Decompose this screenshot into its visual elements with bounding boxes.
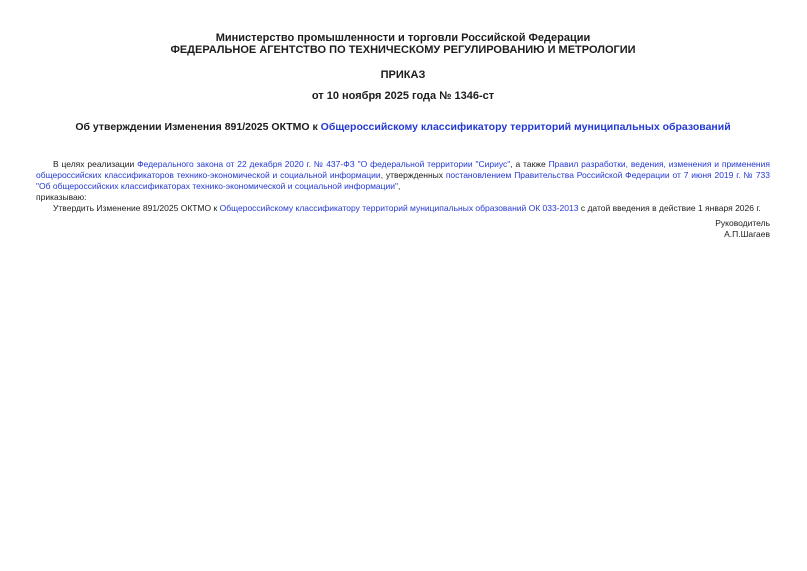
paragraph-text: Утвердить Изменение 891/2025 ОКТМО к bbox=[53, 203, 220, 213]
doc-date: от 10 ноября 2025 года № 1346-ст bbox=[311, 90, 495, 102]
paragraph-text: с датой введения в действие 1 января 2026 г. bbox=[578, 203, 761, 213]
classifier-rules-link[interactable]: Правил разработки, ведения, изменения и применения общероссийских классификаторов технико-экономической и социальной информации bbox=[36, 159, 770, 180]
order-title-classifier-link[interactable]: Общероссийскому классификатору территорий муниципальных образований bbox=[320, 121, 731, 133]
paragraph-text: , утвержденных bbox=[380, 170, 446, 180]
signature-block bbox=[36, 218, 770, 240]
order-title bbox=[36, 121, 770, 134]
government-resolution-link[interactable]: постановлением Правительства Российской Федерации от 7 июня 2019 г. № 733 "Об общероссийских классификаторах технико-экономической и социальной информации" bbox=[36, 170, 770, 191]
ministry-name: Министерство промышленности и торговли Российской Федерации bbox=[215, 32, 591, 44]
paragraph-text: , bbox=[398, 181, 401, 191]
paragraph-text: В целях реализации bbox=[53, 159, 138, 169]
signature-position: Руководитель bbox=[715, 218, 770, 228]
oktmo-classifier-link[interactable]: Общероссийскому классификатору территорий муниципальных образований ОК 033-2013 bbox=[219, 203, 579, 213]
signature-name: А.П.Шагаев bbox=[724, 229, 770, 239]
paragraph-text: , а также bbox=[510, 159, 549, 169]
federal-law-link[interactable]: Федерального закона от 22 декабря 2020 г. № 437-ФЗ "О федеральной территории "Сириус" bbox=[137, 159, 511, 169]
prikazyvayu-line: приказываю: bbox=[36, 192, 87, 202]
paragraph-in-pursuance bbox=[36, 159, 770, 192]
agency-name: ФЕДЕРАЛЬНОЕ АГЕНТСТВО ПО ТЕХНИЧЕСКОМУ РЕГУЛИРОВАНИЮ И МЕТРОЛОГИИ bbox=[170, 44, 636, 56]
order-clause bbox=[36, 203, 770, 214]
doc-type: ПРИКАЗ bbox=[380, 69, 426, 81]
document-body bbox=[36, 159, 770, 240]
order-title-text: Об утверждении Изменения 891/2025 ОКТМО к bbox=[75, 121, 321, 133]
